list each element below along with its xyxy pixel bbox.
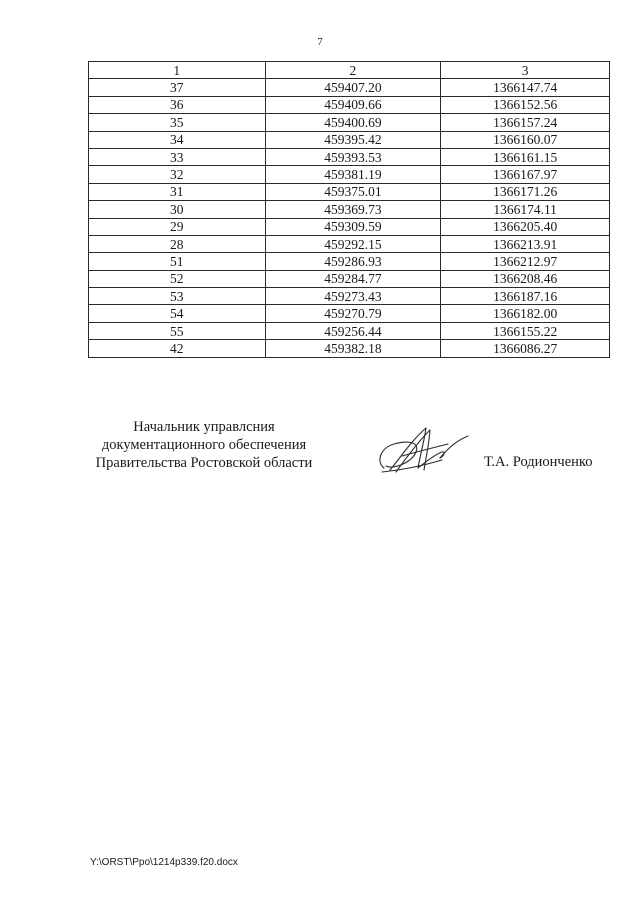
- table-cell: 459381.19: [265, 166, 441, 183]
- column-header: 3: [441, 62, 610, 79]
- table-cell: 1366167.97: [441, 166, 610, 183]
- table-cell: 53: [89, 288, 266, 305]
- table-row: [89, 270, 610, 287]
- table-cell: 459292.15: [265, 235, 441, 252]
- table-cell: 459273.43: [265, 288, 441, 305]
- table-cell: 32: [89, 166, 266, 183]
- table-cell: 52: [89, 270, 266, 287]
- signatory-title-line: Правительства Ростовской области: [95, 455, 313, 471]
- table-cell: 1366213.91: [441, 235, 610, 252]
- table-cell: 459400.69: [265, 114, 441, 131]
- table-cell: 459395.42: [265, 131, 441, 148]
- signatory-title-line: документационного обеспечения: [101, 437, 307, 453]
- table-row: [89, 218, 610, 235]
- table-row: [89, 114, 610, 131]
- table-cell: 29: [89, 218, 266, 235]
- table-cell: 459286.93: [265, 253, 441, 270]
- table-cell: 1366171.26: [441, 183, 610, 200]
- table-cell: 1366147.74: [441, 79, 610, 96]
- coordinates-table: [88, 61, 610, 358]
- table-cell: 42: [89, 340, 266, 357]
- table-row: [89, 79, 610, 96]
- table-cell: 1366212.97: [441, 253, 610, 270]
- table-row: [89, 201, 610, 218]
- table-cell: 34: [89, 131, 266, 148]
- table-cell: 1366152.56: [441, 96, 610, 113]
- table-row: [89, 322, 610, 339]
- table-cell: 459309.59: [265, 218, 441, 235]
- table-row: [89, 148, 610, 165]
- table-body: [89, 79, 610, 357]
- file-path: Y:\ORST\Ppo\1214p339.f20.docx: [90, 857, 238, 868]
- table-row: [89, 183, 610, 200]
- table-cell: 459256.44: [265, 322, 441, 339]
- table-cell: 1366086.27: [441, 340, 610, 357]
- table-cell: 1366187.16: [441, 288, 610, 305]
- handwritten-signature: [372, 418, 472, 480]
- table-row: [89, 235, 610, 252]
- table-row: [89, 131, 610, 148]
- column-header: 2: [265, 62, 441, 79]
- table-cell: 28: [89, 235, 266, 252]
- table-header-row: [89, 62, 610, 79]
- table-row: [89, 253, 610, 270]
- table-cell: 51: [89, 253, 266, 270]
- table-cell: 459270.79: [265, 305, 441, 322]
- table-cell: 1366160.07: [441, 131, 610, 148]
- table-cell: 1366182.00: [441, 305, 610, 322]
- table-row: [89, 288, 610, 305]
- table-cell: 459369.73: [265, 201, 441, 218]
- table-cell: 459284.77: [265, 270, 441, 287]
- table-cell: 1366174.11: [441, 201, 610, 218]
- table-cell: 37: [89, 79, 266, 96]
- signatory-title: [88, 418, 320, 472]
- page-number: 7: [317, 36, 323, 48]
- column-header: 1: [89, 62, 266, 79]
- table-cell: 459382.18: [265, 340, 441, 357]
- table-cell: 1366205.40: [441, 218, 610, 235]
- table-cell: 35: [89, 114, 266, 131]
- table-cell: 1366161.15: [441, 148, 610, 165]
- table-cell: 459393.53: [265, 148, 441, 165]
- signatory-title-line: Начальник управлсния: [133, 419, 275, 435]
- table-row: [89, 96, 610, 113]
- table-cell: 30: [89, 201, 266, 218]
- table-cell: 33: [89, 148, 266, 165]
- table-cell: 459409.66: [265, 96, 441, 113]
- table-cell: 459407.20: [265, 79, 441, 96]
- signer-name: Т.А. Родионченко: [484, 454, 593, 470]
- table-cell: 1366155.22: [441, 322, 610, 339]
- table-cell: 459375.01: [265, 183, 441, 200]
- table-cell: 55: [89, 322, 266, 339]
- table-row: [89, 166, 610, 183]
- table-row: [89, 305, 610, 322]
- table-cell: 1366208.46: [441, 270, 610, 287]
- table-cell: 54: [89, 305, 266, 322]
- table-row: [89, 340, 610, 357]
- table-cell: 1366157.24: [441, 114, 610, 131]
- table-cell: 36: [89, 96, 266, 113]
- table-cell: 31: [89, 183, 266, 200]
